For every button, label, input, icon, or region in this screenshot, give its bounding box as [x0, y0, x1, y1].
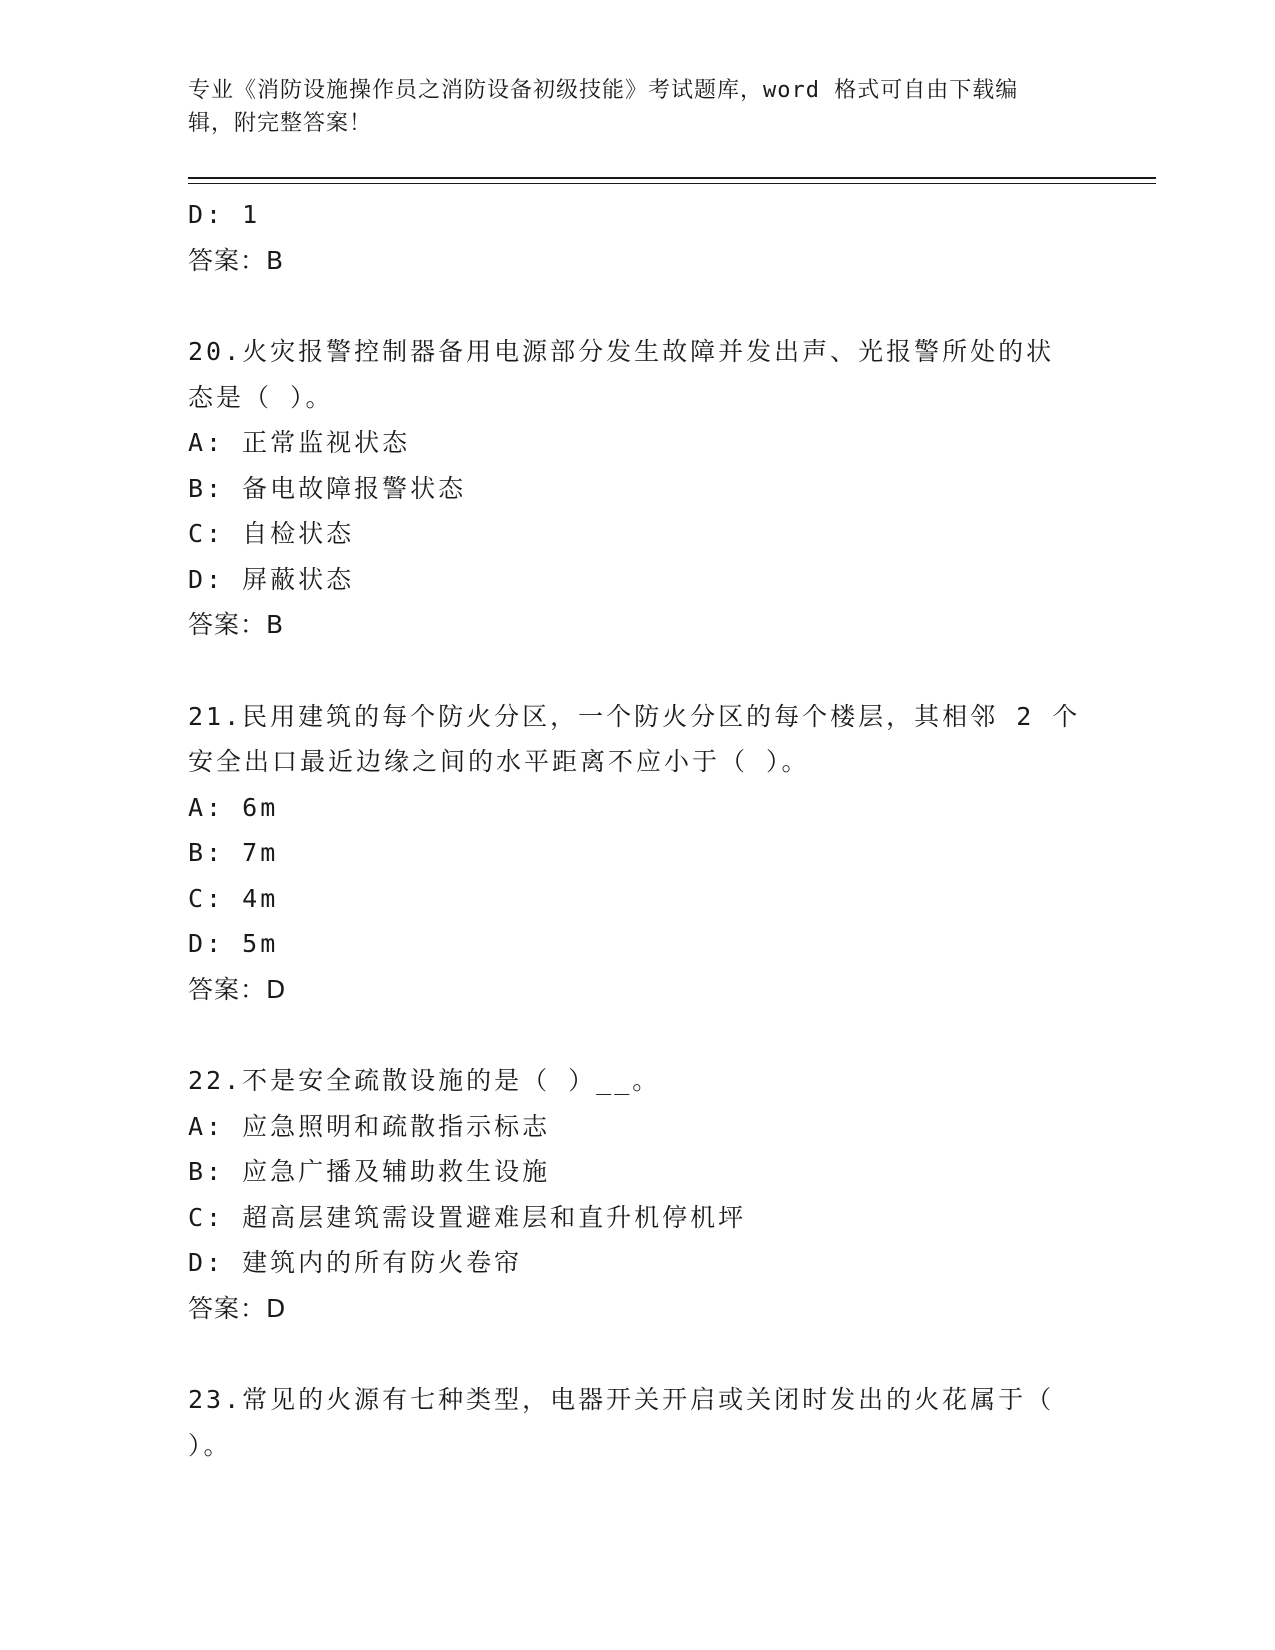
header-line-1: 专业《消防设施操作员之消防设备初级技能》考试题库，word 格式可自由下载编: [188, 78, 1019, 103]
question-stem-continued: 安全出口最近边缘之间的水平距离不应小于（ ）。: [188, 747, 810, 776]
answer-line: 答案：D: [188, 974, 287, 1004]
question-list: [188, 192, 1088, 1468]
header-divider-thick: [188, 177, 1156, 179]
question-stem: 21.民用建筑的每个防火分区，一个防火分区的每个楼层，其相邻 2 个: [188, 701, 1081, 731]
option-c: C: 超高层建筑需设置避难层和直升机停机坪: [188, 1202, 747, 1232]
option-a: A: 应急照明和疏散指示标志: [188, 1111, 551, 1141]
question-stem-continued: ）。: [188, 1430, 232, 1460]
answer-line: 答案：D: [188, 1293, 287, 1323]
document-header: [188, 74, 1068, 140]
question-stem: 23.常见的火源有七种类型，电器开关开启或关闭时发出的火花属于（: [188, 1385, 1055, 1414]
question-stem: 22.不是安全疏散设施的是（ ）__。: [188, 1066, 661, 1095]
option-d: D: 1: [188, 200, 261, 229]
option-c: C: 4m: [188, 883, 279, 913]
question-item: [188, 694, 1088, 1013]
option-d: D: 5m: [188, 929, 279, 958]
question-item: [188, 1377, 1088, 1468]
question-item: [188, 329, 1088, 648]
option-b: B: 备电故障报警状态: [188, 473, 467, 503]
option-c: C: 自检状态: [188, 519, 355, 548]
option-a: A: 6m: [188, 792, 279, 822]
answer-line: 答案：B: [188, 610, 285, 639]
option-d: D: 建筑内的所有防火卷帘: [188, 1248, 523, 1277]
answer-line: 答案：B: [188, 245, 285, 275]
header-divider-thin: [188, 183, 1156, 184]
option-b: B: 7m: [188, 838, 279, 867]
question-stem: 20.火灾报警控制器备用电源部分发生故障并发出声、光报警所处的状: [188, 337, 1055, 366]
option-b: B: 应急广播及辅助救生设施: [188, 1157, 551, 1186]
option-d: D: 屏蔽状态: [188, 564, 355, 594]
question-item: [188, 1058, 1088, 1331]
header-line-2: 辑，附完整答案！: [188, 111, 373, 136]
question-stem-continued: 态是（ ）。: [188, 382, 334, 412]
option-a: A: 正常监视状态: [188, 428, 411, 457]
